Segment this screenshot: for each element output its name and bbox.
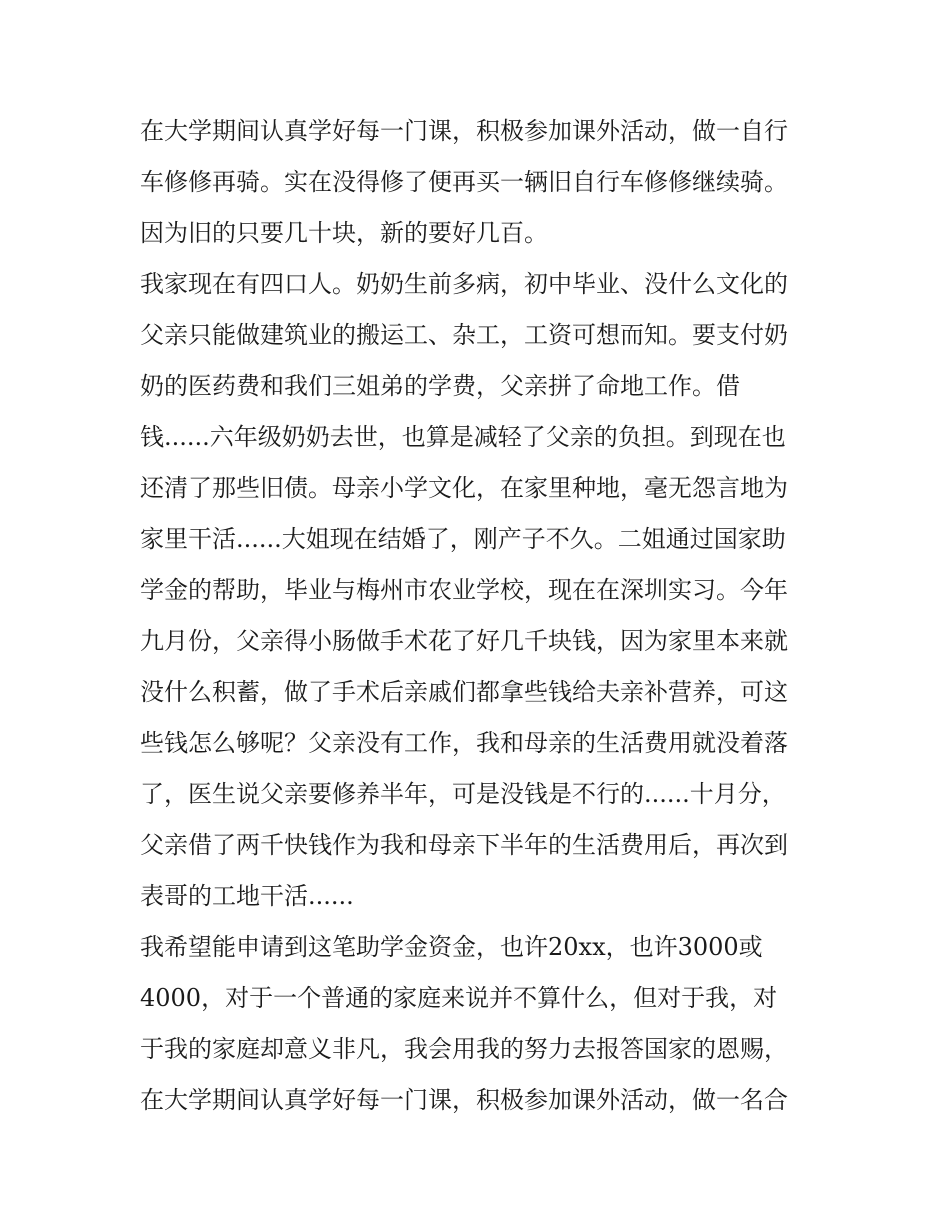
- text-line: 我希望能申请到这笔助学金资金，也许20xx，也许3000或: [140, 933, 763, 961]
- text-line: 在大学期间认真学好每一门课，积极参加课外活动，做一名合: [140, 1086, 788, 1114]
- text-line: 于我的家庭却意义非凡，我会用我的努力去报答国家的恩赐，: [140, 1035, 788, 1063]
- text-line: 了，医生说父亲要修养半年，可是没钱是不行的......十月分，: [140, 780, 786, 808]
- text-line: 奶的医药费和我们三姐弟的学费，父亲拼了命地工作。借: [140, 372, 740, 400]
- document-body: [140, 106, 820, 1126]
- text-line: 九月份，父亲得小肠做手术花了好几千块钱，因为家里本来就: [140, 627, 788, 655]
- text-line: 没什么积蓄，做了手术后亲戚们都拿些钱给夫亲补营养，可这: [140, 678, 788, 706]
- text-line: 表哥的工地干活......: [140, 882, 354, 910]
- text-line: 父亲只能做建筑业的搬运工、杂工，工资可想而知。要支付奶: [140, 321, 788, 349]
- text-line: 学金的帮助，毕业与梅州市农业学校，现在在深圳实习。今年: [140, 576, 788, 604]
- text-line: 父亲借了两千快钱作为我和母亲下半年的生活费用后，再次到: [140, 831, 788, 859]
- text-line: 钱......六年级奶奶去世，也算是减轻了父亲的负担。到现在也: [140, 423, 786, 451]
- text-line: 车修修再骑。实在没得修了便再买一辆旧自行车修修继续骑。: [140, 168, 788, 196]
- text-line: 在大学期间认真学好每一门课，积极参加课外活动，做一自行: [140, 117, 788, 145]
- text-line: 些钱怎么够呢？父亲没有工作，我和母亲的生活费用就没着落: [140, 729, 788, 757]
- text-line: 因为旧的只要几十块，新的要好几百。: [140, 219, 548, 247]
- text-line: 家里干活......大姐现在结婚了，刚产子不久。二姐通过国家助: [140, 525, 786, 553]
- text-line: 还清了那些旧债。母亲小学文化，在家里种地，毫无怨言地为: [140, 474, 788, 502]
- text-line: 4000，对于一个普通的家庭来说并不算什么，但对于我，对: [140, 984, 778, 1012]
- text-line: 我家现在有四口人。奶奶生前多病，初中毕业、没什么文化的: [140, 270, 788, 298]
